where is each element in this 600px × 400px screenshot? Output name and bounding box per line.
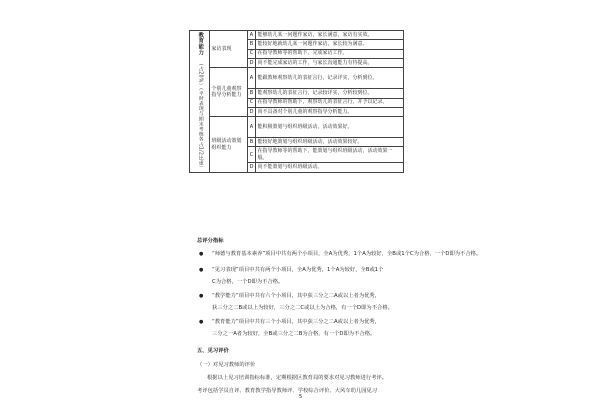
item-name-cell: 个别儿童观察指导分析能力 [210,68,248,117]
page-number: 5 [299,394,303,400]
bullet-3-line2: 获三分之二B或以上为较好，三分之二C或以上为合格，有一个D即为不合格。 [212,305,393,311]
grade-cell: D [248,59,256,68]
grade-cell: C [248,98,256,107]
criteria-description-cell: 能跟教师观察幼儿的表征言行，记录详实，分析到位。 [256,68,404,89]
section-title: 五、见习评价 [197,348,229,354]
criteria-description-cell: 能观察幼儿的表征言行，记录较详实，分析较到位。 [256,89,404,98]
grade-cell: A [248,117,256,138]
bullet-1-line1: “师德与教育基本素养”项目中共有两个小项目，全A为优秀，1个A为较好，全B或1个C为合格，一个D即为不合格。 [212,251,482,257]
criteria-description-cell: 能较好地策划与组织班级活动，活动效果较好。 [256,138,404,147]
paragraph-line-1: 根据以上见习培训指标标准，定期根据区教育局的要求对见习教师进行考评。 [207,375,388,381]
criteria-description-cell: 尚不具备对个别儿童的观察指导分析能力。 [256,107,404,116]
bullet-icon: ● [199,293,204,299]
criteria-description-cell: 尚不能策划与组织班级活动。 [256,163,404,172]
grade-cell: B [248,40,256,49]
table-row [190,117,404,138]
grade-cell: C [248,147,256,163]
criteria-description-cell: 能较好地就幼儿某一问题作家访，家长较为满意。 [256,40,404,49]
criteria-description-cell: 在指导教师等的帮助下，完成家访工作。 [256,49,404,58]
grade-cell: A [248,31,256,40]
category-cell [190,31,210,173]
grade-cell: D [248,107,256,116]
bullet-2-line1: “见习表现”项目中共有两个小项目，全A为优秀，1个A为较好，全B或1个 [212,267,384,273]
bullet-2-line2: C为合格，一个D即为不合格。 [212,279,284,285]
bullet-3-line1: “教学能力”项目中共有六个小项目，其中获三分之二A或以上者为优秀， [212,293,381,299]
grade-cell: A [248,68,256,89]
category-note: （占20%）（平时表现与期末考核各占1/2比重） [197,61,203,171]
grade-cell: C [248,49,256,58]
bullet-icon: ● [199,267,204,273]
item-name-cell: 家访表现 [210,31,248,68]
criteria-description-cell: 尚不能完成家访的工作，与家长沟通能力有待提高。 [256,59,404,68]
grade-cell: B [248,89,256,98]
table-row [190,31,404,40]
grade-cell: B [248,138,256,147]
subsection-title: （一）对见习教师的评价 [197,362,256,368]
paragraph-line-2: 考评包括学员自评、教育教学指导教师评、学校综合评价、大风车幼儿园见习 [197,388,378,394]
item-name-cell: 班级活动策划组织能力 [210,117,248,173]
criteria-description-cell: 在指导教师的帮助下，观察幼儿的表征言行，并予以记录。 [256,98,404,107]
bullet-4-line2: 三分之一A者为较好，全B或三分之二B为合格，有一个D即为不合格。 [212,331,376,337]
criteria-description-cell: 能够幼儿某一问题作家访，家长满意，家访有实效。 [256,31,404,40]
criteria-description-cell: 在指导教师等的帮助下，能策划与组织班级活动，活动效果一般。 [256,147,404,163]
category-title: 教育能力 [197,31,204,56]
bullet-icon: ● [199,251,204,257]
evaluation-table [189,30,404,173]
criteria-description-cell: 能积极策划与组织班级活动，活动效果好。 [256,117,404,138]
bullet-4-line1: “教育能力”项目中共有三个小项目，其中获三分之二A或以上者为优秀， [212,319,381,325]
bullet-icon: ● [199,319,204,325]
table-row [190,68,404,89]
summary-heading: 总评分指标 [197,238,224,244]
grade-cell: D [248,163,256,172]
